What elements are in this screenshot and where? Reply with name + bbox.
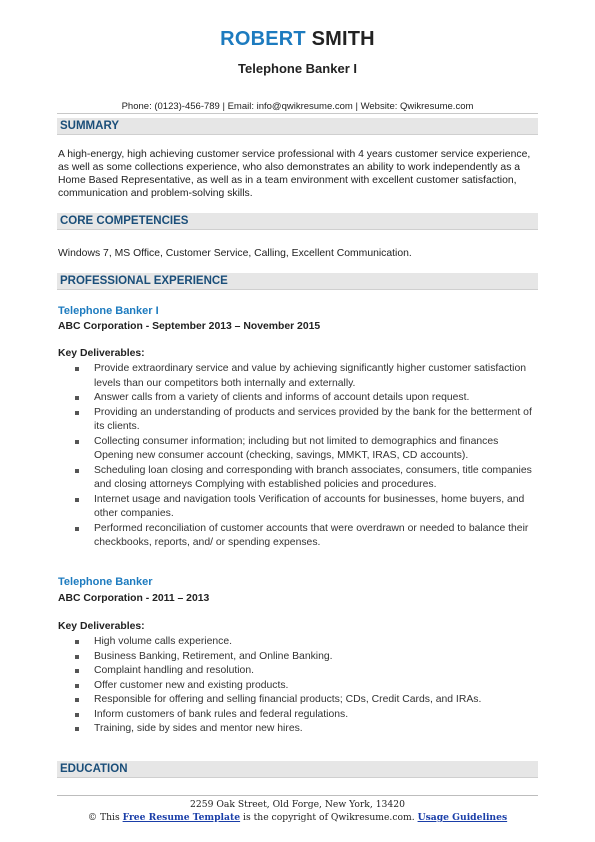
- footer-address: 2259 Oak Street, Old Forge, New York, 13420: [190, 799, 405, 810]
- list-item: Collecting consumer information; including but not limited to demographics and finances Opening new consumer account (checking, savings, MMKT, IRAS, CD accounts).: [75, 435, 537, 464]
- bullet-icon: [75, 411, 79, 415]
- experience-heading: PROFESSIONAL EXPERIENCE: [57, 273, 538, 290]
- copyright-prefix: © This: [87, 812, 120, 823]
- list-item: Inform customers of bank rules and federal regulations.: [75, 708, 537, 723]
- bullet-icon: [75, 640, 79, 644]
- list-item: Providing an understanding of products and services provided by the bank for the betterment of its clients.: [75, 406, 537, 435]
- footer-copyright: [0, 812, 595, 823]
- list-item: High volume calls experience.: [75, 635, 537, 650]
- list-item: Provide extraordinary service and value by achieving significantly higher customer satisfaction levels than our competitors both internally and externally.: [75, 362, 537, 391]
- header-divider: [57, 113, 538, 114]
- list-item: Complaint handling and resolution.: [75, 664, 537, 679]
- footer-divider: [57, 795, 538, 796]
- bullet-icon: [75, 469, 79, 473]
- list-item: Performed reconciliation of customer accounts that were overdrawn or needed to balance their checkbooks, reports, and/ or spending expenses.: [75, 522, 537, 551]
- competencies-text: Windows 7, MS Office, Customer Service, Calling, Excellent Communication.: [58, 248, 412, 259]
- bullet-icon: [75, 669, 79, 673]
- job-2-bullets: [75, 635, 537, 737]
- list-item: Internet usage and navigation tools Verification of accounts for businesses, home buyers, and other companies.: [75, 493, 537, 522]
- list-item: Scheduling loan closing and corresponding with branch associates, consumers, title companies and closing attorneys Complying with established policies and procedures.: [75, 464, 537, 493]
- bullet-icon: [75, 440, 79, 444]
- job-role: Telephone Banker I: [58, 305, 159, 317]
- deliverables-label: Key Deliverables:: [58, 348, 145, 359]
- bullet-icon: [75, 527, 79, 531]
- list-item: Responsible for offering and selling financial products; CDs, Credit Cards, and IRAs.: [75, 693, 537, 708]
- bullet-icon: [75, 655, 79, 659]
- summary-text: A high-energy, high achieving customer service professional with 4 years customer service experience, as well as some collections experience, who also demonstrates an ability to work independently as a Home Based Representative, as well as in a team environment with excellent customer satisfaction, communication and problem-solving skills.: [58, 149, 531, 199]
- copyright-mid: is the copyright of Qwikresume.com.: [243, 812, 415, 823]
- competencies-heading: CORE COMPETENCIES: [57, 213, 538, 230]
- first-name: ROBERT: [220, 28, 306, 50]
- list-item: Answer calls from a variety of clients and informs of account details upon request.: [75, 391, 537, 406]
- list-item: Offer customer new and existing products.: [75, 679, 537, 694]
- bullet-icon: [75, 684, 79, 688]
- candidate-name: [0, 28, 595, 51]
- bullet-icon: [75, 698, 79, 702]
- job-1-bullets: [75, 362, 537, 551]
- deliverables-label: Key Deliverables:: [58, 621, 145, 632]
- last-name: SMITH: [311, 28, 375, 50]
- job-role: Telephone Banker: [58, 576, 153, 588]
- contact-line: Phone: (0123)-456-789 | Email: info@qwikresume.com | Website: Qwikresume.com: [121, 101, 474, 112]
- bullet-icon: [75, 367, 79, 371]
- summary-heading: SUMMARY: [57, 118, 538, 135]
- job-company: ABC Corporation - September 2013 – November 2015: [58, 321, 321, 332]
- job-title: Telephone Banker I: [238, 61, 357, 76]
- bullet-icon: [75, 498, 79, 502]
- bullet-icon: [75, 713, 79, 717]
- education-heading: EDUCATION: [57, 761, 538, 778]
- list-item: Business Banking, Retirement, and Online Banking.: [75, 650, 537, 665]
- bullet-icon: [75, 727, 79, 731]
- usage-guidelines-link[interactable]: Usage Guidelines: [417, 812, 508, 823]
- list-item: Training, side by sides and mentor new hires.: [75, 722, 537, 737]
- job-company: ABC Corporation - 2011 – 2013: [58, 593, 210, 604]
- bullet-icon: [75, 396, 79, 400]
- free-resume-template-link[interactable]: Free Resume Template: [122, 812, 241, 823]
